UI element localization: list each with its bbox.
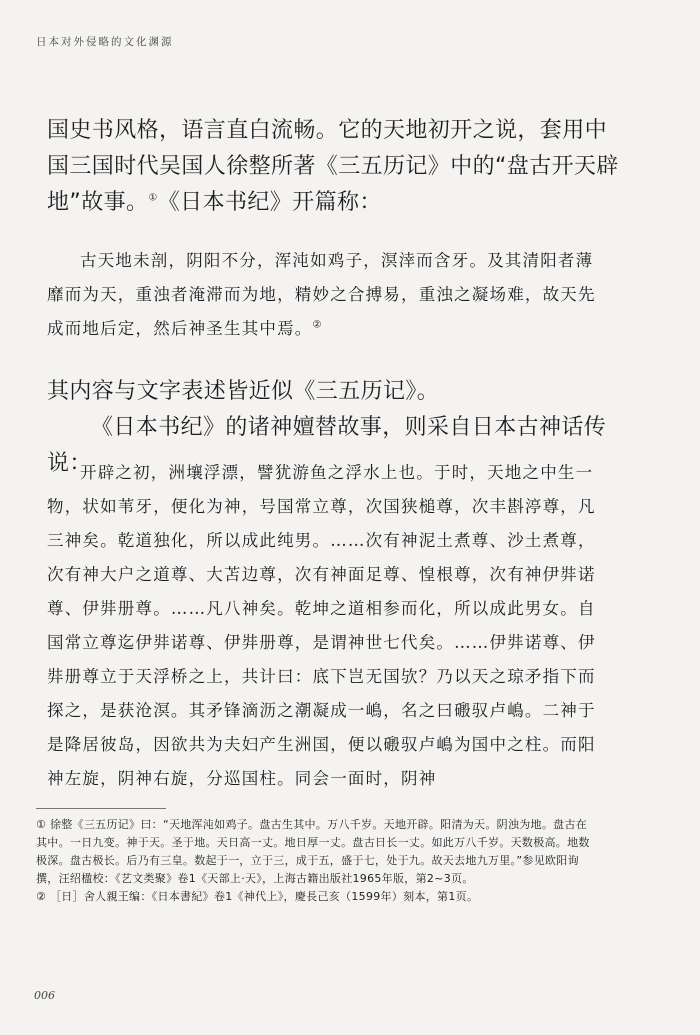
footnote-ref-1[interactable]: ① bbox=[148, 192, 158, 204]
paragraph-1-text: 国史书风格，语言直白流畅。它的天地初开之说，套用中国三国时代吴国人徐整所著《三五历记》中的“盘古开天辟地”故事。 bbox=[47, 118, 619, 215]
running-header: 日本对外侵略的文化渊源 bbox=[36, 36, 174, 48]
quote-block-1 bbox=[47, 244, 607, 346]
paragraph-3: 《日本书纪》的诸神嬗替故事，则采自日本古神话传说： bbox=[47, 415, 607, 476]
footnotes bbox=[36, 816, 596, 906]
footnote-2: ② ［日］舍人親王编：《日本書紀》卷1《神代上》，慶長己亥（1599年）刻本，第1页。 bbox=[36, 890, 479, 903]
quote-1-text: 古天地未剖，阴阳不分，浑沌如鸡子，溟涬而含牙。及其清阳者薄靡而为天，重浊者淹滞而为地，精妙之合搏易，重浊之凝场难，故天先成而地后定，然后神圣生其中焉。 bbox=[47, 251, 596, 338]
footnote-divider bbox=[36, 808, 166, 809]
paragraph-1-tail: 《日本书纪》开篇称： bbox=[157, 190, 382, 215]
quote-block-2: 开辟之初，洲壤浮漂，譬犹游鱼之浮水上也。于时，天地之中生一物，状如苇牙，便化为神，号国常立尊，次国狭槌尊，次丰斟渟尊，凡三神矣。乾道独化，所以成此纯男。……次有神泥土煮尊、沙土煮尊，次有神大户之道尊、大苫边尊，次有神面足尊、惶根尊，次有神伊弉诺尊、伊弉册尊。……凡八神矣。乾坤之道相参而化，所以成此男女。自国常立尊迄伊弉诺尊、伊弉册尊，是谓神世七代矣。……伊弉诺尊、伊弉册尊立于天浮桥之上，共计曰：底下岂无国欤？乃以天之琼矛指下而探之，是获沧溟。其矛锋滴沥之潮凝成一嶋，名之曰磤驭卢嶋。二神于是降居彼岛，因欲共为夫妇产生洲国，便以磤驭卢嶋为国中之柱。而阳神左旋，阴神右旋，分巡国柱。同会一面时，阴神 bbox=[47, 463, 596, 788]
footnote-ref-2[interactable]: ② bbox=[312, 319, 323, 331]
paragraph-1 bbox=[47, 113, 627, 221]
page-number: 006 bbox=[34, 989, 55, 1002]
paragraph-2: 其内容与文字表述皆近似《三五历记》。 bbox=[47, 379, 440, 404]
footnote-1: ① 徐整《三五历记》曰：“天地浑沌如鸡子。盘古生其中。万八千岁。天地开辟。阳清为天。阴浊为地。盘古在其中。一日九变。神于天。圣于地。天日高一丈。地日厚一丈。盘古日长一丈。如此万八千岁。天数极高。地数极深。盘古极长。后乃有三皇。数起于一，立于三，成于五，盛于七，处于九。故天去地九万里。”参见欧阳询撰，汪绍楹校：《艺文类聚》卷1《天部上·天》，上海古籍出版社1965年版，第2~3页。 bbox=[36, 818, 590, 885]
